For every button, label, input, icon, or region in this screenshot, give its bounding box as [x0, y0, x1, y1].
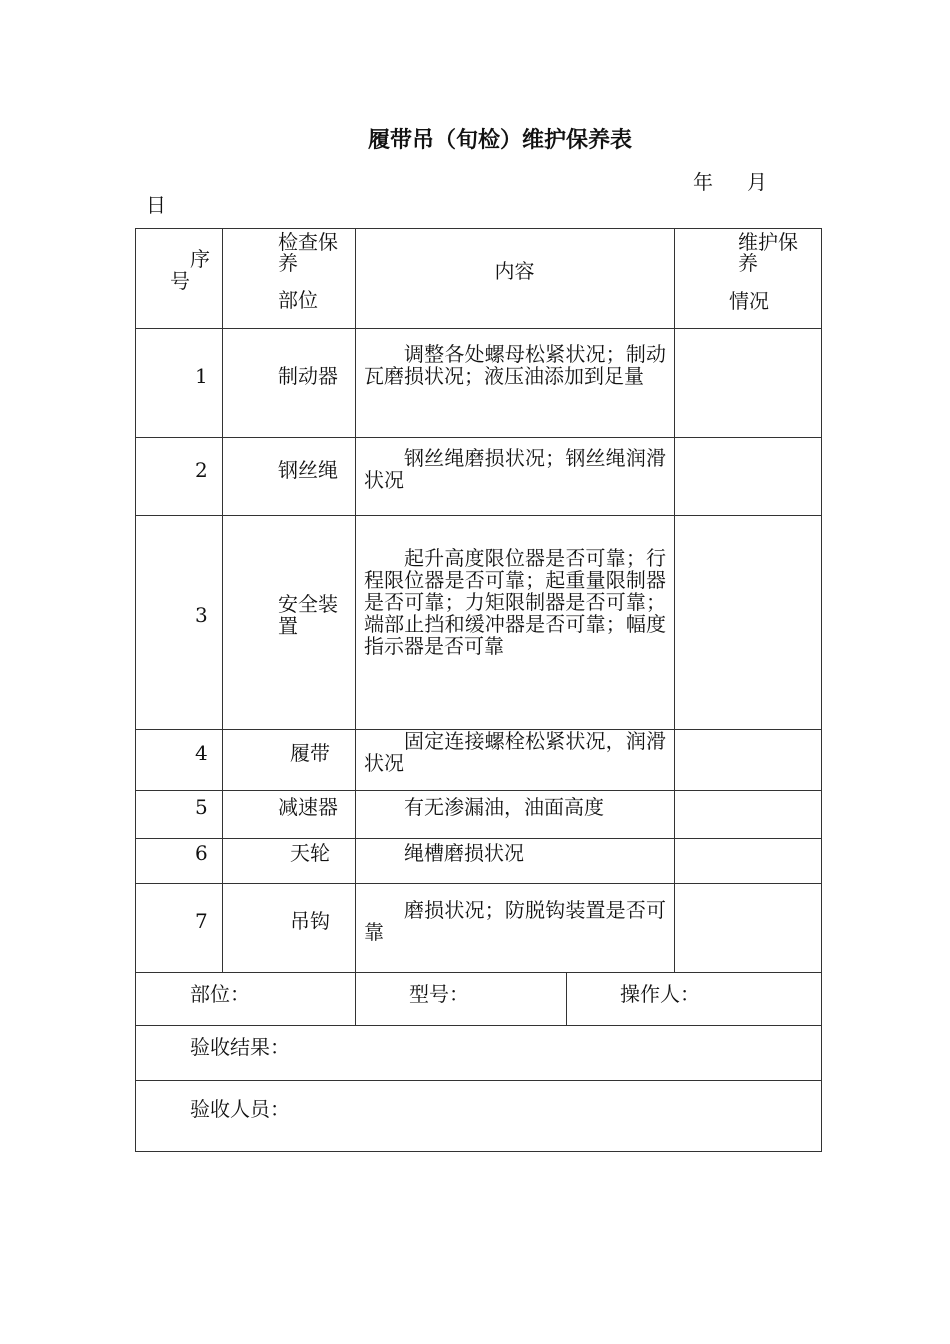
row-6-no: 6 [195, 841, 208, 865]
row-3-status[interactable] [680, 525, 815, 720]
header-part-line2: 养 [278, 251, 298, 275]
row-2-part: 钢丝绳 [278, 458, 338, 482]
row-3-content: 起升高度限位器是否可靠；行程限位器是否可靠；起重量限制器是否可靠；力矩限制器是否可靠；端部止挡和缓冲器是否可靠；幅度指示器是否可靠 [364, 546, 666, 658]
row-2-status[interactable] [680, 445, 815, 510]
row-4-status[interactable] [680, 735, 815, 785]
header-content-label: 内容 [494, 259, 535, 283]
row-2-no: 2 [195, 458, 208, 482]
date-year-label: 年 [693, 170, 713, 194]
row-3-part: 安全装置 [278, 592, 338, 638]
footer-location-label: 部位： [190, 982, 250, 1006]
row-5-no: 5 [195, 795, 208, 819]
date-month-label: 月 [747, 170, 767, 194]
header-content [355, 260, 674, 282]
row-7-no: 7 [195, 909, 208, 933]
row-1-part: 制动器 [278, 364, 338, 388]
row-7-status[interactable] [680, 890, 815, 968]
row-1-content: 调整各处螺母松紧状况；制动瓦磨损状况；液压油添加到足量 [364, 342, 666, 388]
row-6-part: 天轮 [290, 841, 330, 865]
row-7-content: 磨损状况；防脱钩装置是否可靠 [364, 898, 666, 944]
row-7-part: 吊钩 [290, 909, 330, 933]
date-year-month [693, 166, 767, 195]
row-1-status[interactable] [680, 340, 815, 430]
header-seq-line2: 号 [170, 269, 190, 293]
footer-model-label: 型号： [409, 982, 469, 1006]
page-title: 履带吊（旬检）维护保养表 [367, 128, 632, 153]
header-status-line2: 养 [738, 251, 758, 275]
header-status-line1: 维护保 [738, 230, 798, 254]
row-4-part: 履带 [290, 741, 330, 765]
row-5-status[interactable] [680, 795, 815, 835]
header-part-line3: 部位 [278, 288, 318, 312]
header-seq [135, 248, 222, 308]
header-seq-line1: 序 [190, 247, 210, 271]
footer-inspector-label: 验收人员： [190, 1097, 290, 1121]
row-3-no: 3 [195, 603, 208, 627]
header-part-line1: 检查保 [278, 230, 338, 254]
row-5-content: 有无渗漏油，油面高度 [404, 795, 604, 819]
row-2-content: 钢丝绳磨损状况；钢丝绳润滑状况 [364, 446, 666, 492]
row-4-content: 固定连接螺栓松紧状况，润滑状况 [364, 729, 666, 775]
date-day-label: 日 [146, 193, 166, 217]
header-status-line3: 情况 [729, 289, 769, 313]
header-part [222, 229, 355, 329]
header-status [674, 229, 822, 329]
row-4-no: 4 [195, 741, 208, 765]
footer-result-label: 验收结果： [190, 1035, 290, 1059]
footer-operator-label: 操作人： [620, 982, 700, 1006]
row-6-status[interactable] [680, 842, 815, 880]
row-1-no: 1 [195, 364, 208, 388]
row-6-content: 绳槽磨损状况 [404, 841, 524, 865]
row-5-part: 减速器 [278, 795, 338, 819]
